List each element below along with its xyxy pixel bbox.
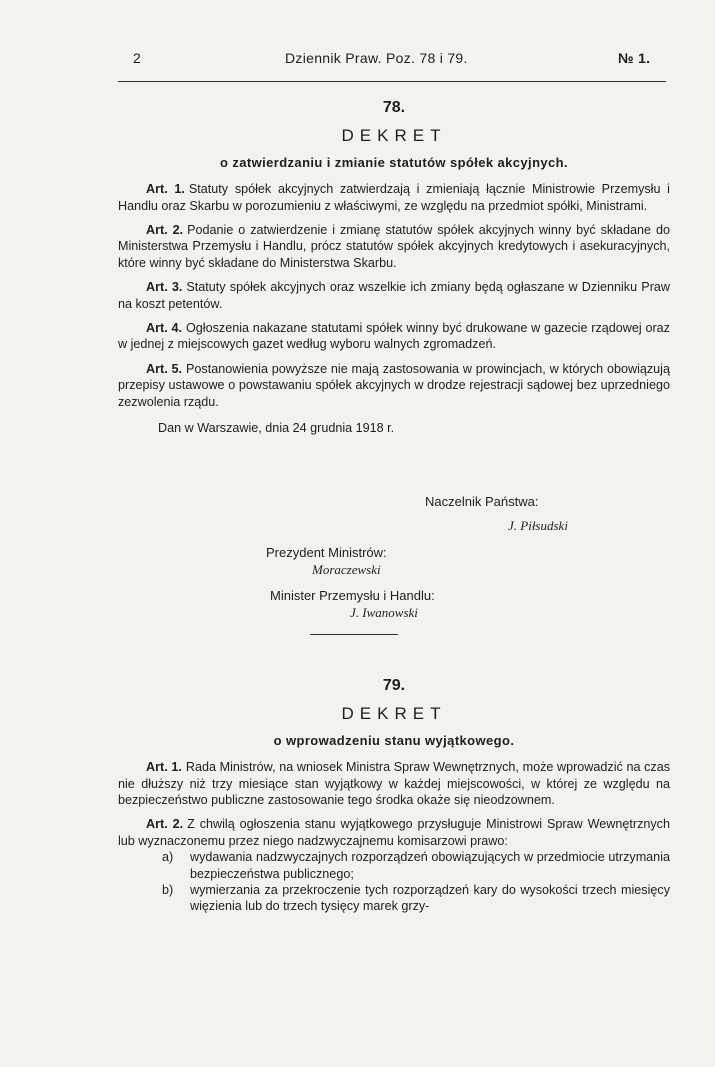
article-label: Art. 5. — [146, 361, 183, 376]
article-text: Statuty spółek akcyjnych zatwierdzają i zmieniają łącznie Ministrowie Przemysłu i Handlu oraz Skarbu w porozumieniu z właściwymi, ze względu na przedmiot spółki, Ministrami. — [118, 182, 670, 213]
journal-title: Dziennik Praw. Poz. 78 i 79. — [285, 50, 468, 66]
signature-chief-title: Naczelnik Państwa: — [425, 494, 539, 509]
article-label: Art. 2. — [146, 817, 184, 832]
article-label: Art. 2. — [146, 223, 184, 238]
article-text: Z chwilą ogłoszenia stanu wyjątkowego przysługuje Ministrowi Spraw Wewnętrznych lub wyznaczonemu przez niego nadzwyczajnemu komisarzowi prawo: — [118, 817, 670, 848]
list-label: b) — [162, 883, 174, 898]
article-5 — [118, 361, 670, 410]
article-label: Art. 1. — [146, 760, 182, 775]
article-text: Rada Ministrów, na wniosek Ministra Spraw Wewnętrznych, może wprowadzić na czas nie dłuższy niż trzy miesiące stan wyjątkowy w każdej miejscowości, w której ze względu na bezpieczeństwo publiczne zastosowanie tego środka okaże się nieodzownem. — [118, 760, 670, 808]
article-1 — [118, 181, 670, 214]
list-text: wymierzania za przekroczenie tych rozporządzeń kary do wysokości trzech miesięcy więzienia lub do trzech tysięcy marek grzy- — [190, 883, 670, 914]
signature-premier-title: Prezydent Ministrów: — [266, 545, 387, 560]
article-text: Podanie o zatwierdzenie i zmianę statutów spółek akcyjnych winny być składane do Ministerstwa Przemysłu i Handlu, prócz statutów spółek akcyjnych kredytowych i asekuracyjnych, które winny być składane do Ministerstwa Skarbu. — [118, 223, 670, 270]
list-label: a) — [162, 850, 174, 865]
dated-line: Dan w Warszawie, dnia 24 grudnia 1918 r. — [158, 421, 395, 436]
decree-79-number: 79. — [382, 677, 406, 694]
article-1 — [118, 759, 670, 808]
signature-minister-name: J. Iwanowski — [350, 605, 418, 620]
decree-79 — [118, 678, 670, 915]
decree-78 — [118, 100, 670, 437]
decree-78-number: 78. — [382, 99, 406, 116]
section-divider — [310, 634, 398, 635]
article-3 — [118, 279, 670, 312]
issue-number: № 1. — [618, 50, 651, 66]
article-2 — [118, 816, 670, 849]
article-2 — [118, 222, 670, 271]
decree-79-subtitle: o wprowadzeniu stanu wyjątkowego. — [273, 732, 515, 748]
signature-minister-title: Minister Przemysłu i Handlu: — [270, 588, 435, 603]
article-label: Art. 3. — [146, 280, 183, 295]
article-text: Postanowienia powyższe nie mają zastosowania w prowincjach, w których obowiązują przepisy ustawowe o powstawaniu spółek akcyjnych w drodze rejestracji sądowej bez uprzedniego zezwolenia rządu. — [118, 361, 670, 409]
list-text: wydawania nadzwyczajnych rozporządzeń obowiązujących w przedmiocie utrzymania bezpieczeństwa publicznego; — [190, 850, 670, 881]
decree-78-subtitle: o zatwierdzaniu i zmianie statutów spółek akcyjnych. — [219, 154, 569, 170]
decree-79-heading: DEKRET — [341, 704, 447, 724]
signature-chief-name: J. Piłsudski — [508, 518, 568, 533]
header-rule — [118, 81, 666, 82]
page-header — [0, 50, 715, 72]
article-label: Art. 4. — [146, 321, 182, 336]
list-item-b — [118, 882, 670, 915]
page-number: 2 — [133, 50, 142, 66]
article-label: Art. 1. — [146, 182, 185, 197]
list-item-a — [118, 849, 670, 882]
article-text: Ogłoszenia nakazane statutami spółek winny być drukowane w gazecie rządowej oraz w jednej z miejscowych gazet według wyboru walnych zgromadzeń. — [118, 321, 670, 352]
decree-78-heading: DEKRET — [341, 126, 447, 146]
article-4 — [118, 320, 670, 353]
signature-premier-name: Moraczewski — [312, 562, 381, 577]
article-text: Statuty spółek akcyjnych oraz wszelkie ich zmiany będą ogłaszane w Dzienniku Praw na koszt petentów. — [118, 280, 670, 311]
